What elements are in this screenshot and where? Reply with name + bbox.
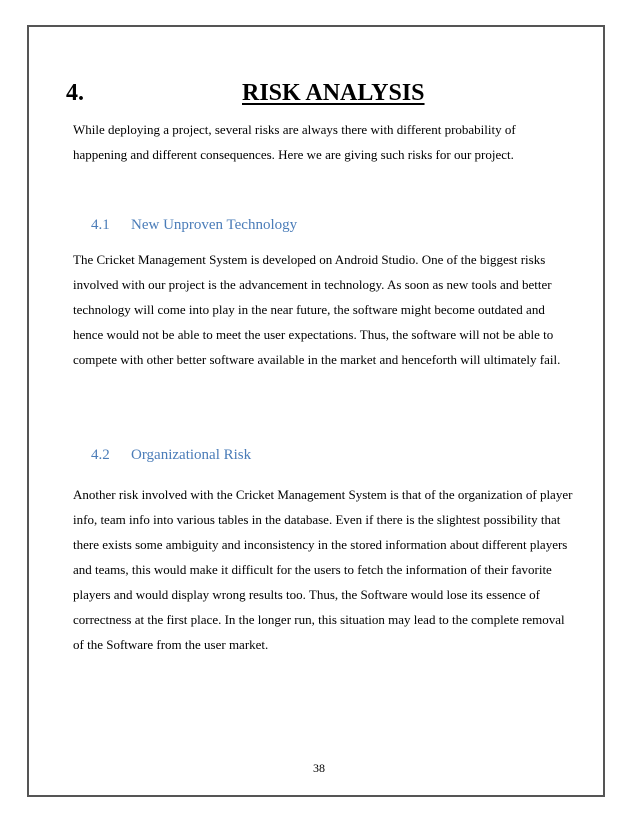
section-number: 4.1 xyxy=(91,217,110,233)
section-title: Organizational Risk xyxy=(131,447,252,463)
section-heading-4-2 xyxy=(91,445,251,465)
section-title: New Unproven Technology xyxy=(131,217,298,233)
chapter-title: RISK ANALYSIS xyxy=(242,80,425,106)
page-number: 38 xyxy=(313,761,325,775)
intro-paragraph: While deploying a project, several risks are always there with different probability of happening and different consequences. Here we are giving such risks for our project. xyxy=(73,122,516,162)
chapter-number: 4. xyxy=(66,80,84,106)
section-number: 4.2 xyxy=(91,447,110,463)
section-heading-4-1 xyxy=(91,215,297,235)
section-4-1-paragraph: The Cricket Management System is developed on Android Studio. One of the biggest risks involved with our project is the advancement in technology. As soon as new tools and better technology will come into play in the near future, the software might become outdated and hence would not be able to meet the user expectations. Thus, the software will not be able to compete with other better software available in the market and henceforth will ultimately fail. xyxy=(73,252,561,367)
chapter-heading xyxy=(66,77,586,109)
section-4-2-paragraph: Another risk involved with the Cricket Management System is that of the organization of player info, team info into various tables in the database. Even if there is the slightest possibility that there exists some ambiguity and inconsistency in the stored information about different players and teams, this would make it difficult for the users to fetch the information of their favorite players and would display wrong results too. Thus, the Software would lose its essence of correctness at the first place. In the longer run, this situation may lead to the complete removal of the Software from the user market. xyxy=(73,487,573,652)
